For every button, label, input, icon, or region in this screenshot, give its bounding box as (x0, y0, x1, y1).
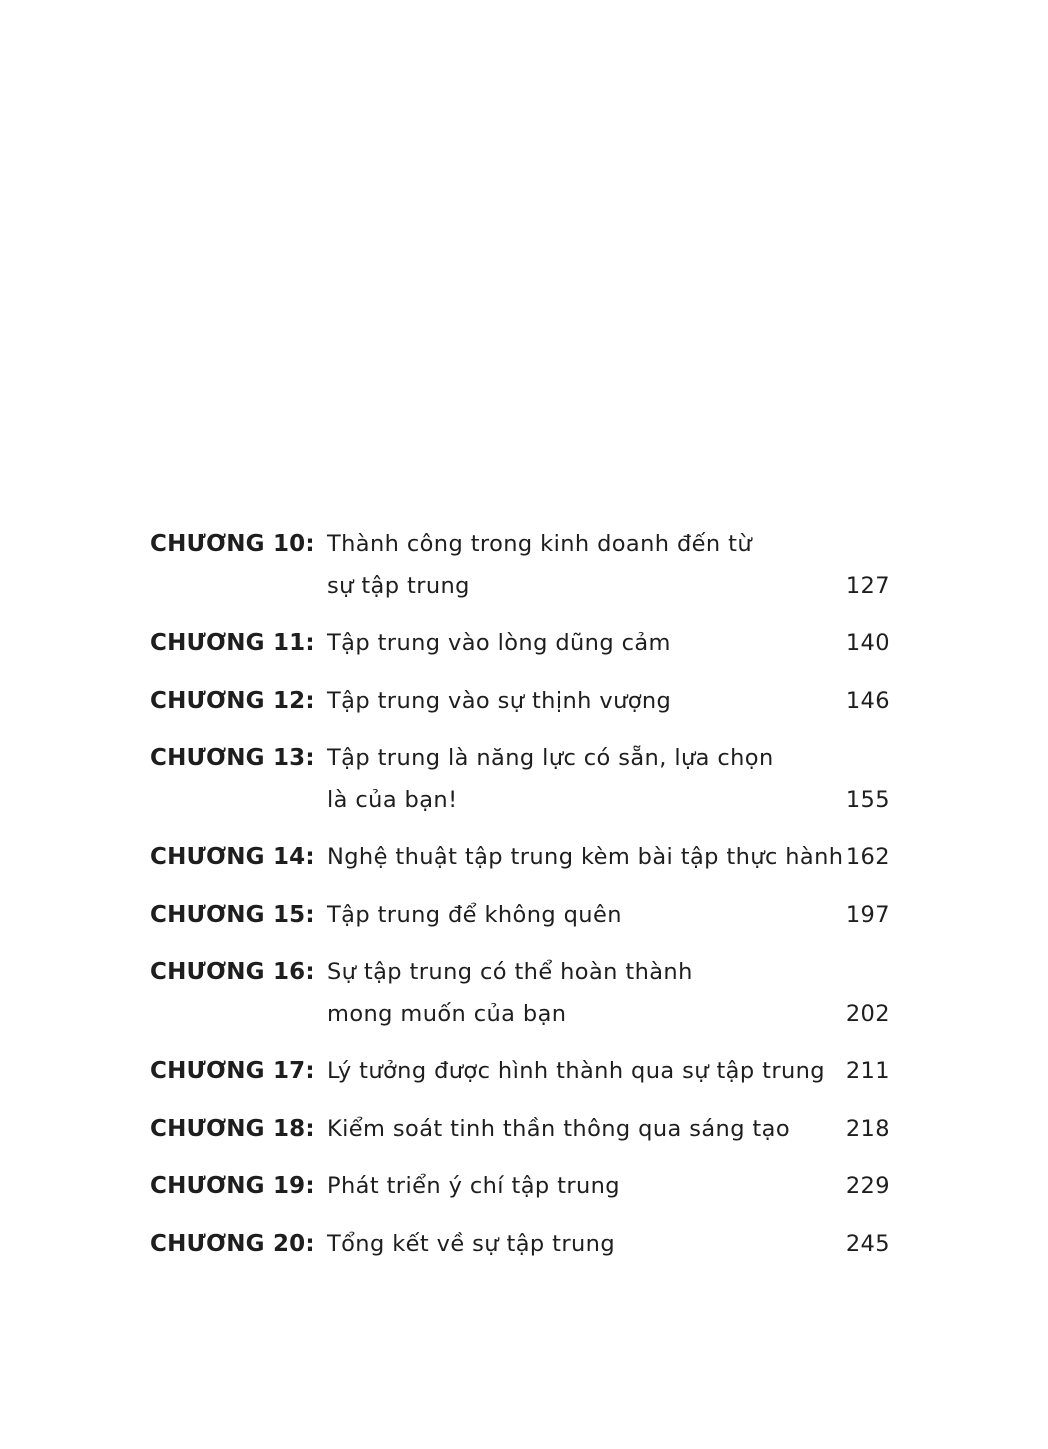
chapter-label: CHƯƠNG 14: (150, 844, 315, 870)
page-number: 162 (845, 844, 890, 870)
toc-row (150, 1051, 890, 1093)
chapter-title-line: là của bạn! (327, 786, 458, 813)
toc-entry-chapter-15[interactable] (150, 895, 890, 937)
page-number: 229 (845, 1173, 890, 1199)
toc-entry-chapter-20[interactable] (150, 1224, 890, 1266)
chapter-label: CHƯƠNG 10: (150, 531, 315, 557)
chapter-title-line: Tập trung vào sự thịnh vượng (327, 687, 672, 714)
chapter-label: CHƯƠNG 17: (150, 1058, 315, 1084)
toc-row (150, 1166, 890, 1208)
toc-row (150, 738, 890, 780)
chapter-label: CHƯƠNG 13: (150, 745, 315, 771)
chapter-title-line: Lý tưởng được hình thành qua sự tập trung (327, 1058, 825, 1084)
toc-row (150, 895, 890, 937)
toc-entry-chapter-10[interactable] (150, 524, 890, 607)
table-of-contents (150, 524, 890, 1281)
chapter-label: CHƯƠNG 19: (150, 1173, 315, 1199)
page-number: 155 (845, 786, 890, 813)
toc-row (150, 681, 890, 723)
chapter-label: CHƯƠNG 11: (150, 630, 315, 656)
toc-entry-chapter-11[interactable] (150, 623, 890, 665)
chapter-title-line: Tập trung vào lòng dũng cảm (327, 630, 671, 656)
page-number: 197 (845, 901, 890, 928)
chapter-title-line: sự tập trung (327, 572, 470, 599)
page-number: 146 (845, 687, 890, 714)
toc-entry-chapter-13[interactable] (150, 738, 890, 821)
toc-row (150, 566, 890, 608)
toc-row (150, 1224, 890, 1266)
toc-entry-chapter-18[interactable] (150, 1109, 890, 1151)
chapter-title-line: Tập trung là năng lực có sẵn, lựa chọn (327, 745, 774, 771)
page-number: 140 (845, 630, 890, 656)
chapter-title-line: Phát triển ý chí tập trung (327, 1173, 620, 1199)
toc-entry-chapter-19[interactable] (150, 1166, 890, 1208)
chapter-title-line: mong muốn của bạn (327, 1000, 567, 1027)
chapter-title-line: Kiểm soát tinh thần thông qua sáng tạo (327, 1115, 791, 1142)
chapter-title-line: Tập trung để không quên (327, 901, 622, 928)
toc-row (150, 837, 890, 879)
page-number: 211 (845, 1058, 890, 1084)
toc-entry-chapter-14[interactable] (150, 837, 890, 879)
toc-entry-chapter-16[interactable] (150, 952, 890, 1035)
chapter-title-line: Tổng kết về sự tập trung (327, 1230, 616, 1257)
chapter-title-line: Sự tập trung có thể hoàn thành (327, 959, 693, 985)
chapter-title-line: Nghệ thuật tập trung kèm bài tập thực hành (327, 844, 844, 870)
chapter-title-line: Thành công trong kinh doanh đến từ (327, 531, 753, 557)
chapter-label: CHƯƠNG 18: (150, 1115, 315, 1142)
toc-row (150, 994, 890, 1036)
toc-row (150, 780, 890, 822)
toc-entry-chapter-17[interactable] (150, 1051, 890, 1093)
toc-row (150, 1109, 890, 1151)
chapter-label: CHƯƠNG 20: (150, 1230, 315, 1257)
page-number: 245 (845, 1230, 890, 1257)
chapter-label: CHƯƠNG 16: (150, 959, 315, 985)
page-number: 202 (845, 1000, 890, 1027)
chapter-label: CHƯƠNG 15: (150, 901, 315, 928)
toc-entry-chapter-12[interactable] (150, 681, 890, 723)
page-number: 127 (845, 572, 890, 599)
chapter-label: CHƯƠNG 12: (150, 687, 315, 714)
toc-row (150, 524, 890, 566)
page-number: 218 (845, 1115, 890, 1142)
toc-row (150, 623, 890, 665)
toc-row (150, 952, 890, 994)
